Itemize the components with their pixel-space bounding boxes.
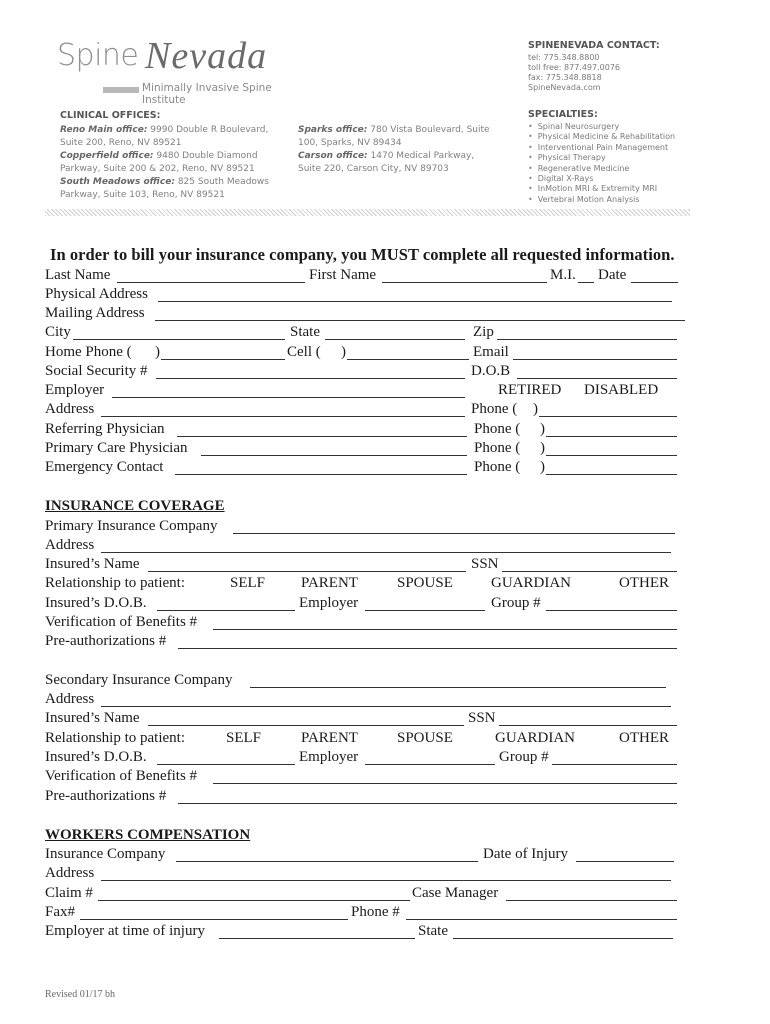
referring-phone-field[interactable] — [546, 436, 677, 437]
primary-care-phone-field[interactable] — [546, 455, 677, 456]
referring-phone-close: ) — [540, 421, 545, 437]
primary-care-label: Primary Care Physician — [45, 440, 188, 456]
secondary-group-label: Group # — [499, 749, 549, 765]
employer-address-field[interactable] — [101, 416, 465, 417]
billing-notice: In order to bill your insurance company, you MUST complete all requested information. — [50, 245, 675, 264]
workers-company-row — [45, 846, 685, 864]
workers-phone-field[interactable] — [406, 919, 677, 920]
reno-office-label: Reno Main office: — [60, 125, 148, 135]
revision-footer: Revised 01/17 bh — [45, 989, 115, 1000]
contact-tel: tel: 775.348.8800 — [528, 53, 600, 62]
primary-employer-field[interactable] — [365, 610, 485, 611]
date-label: Date — [598, 267, 627, 283]
southmeadows-office-label: South Meadows office: — [60, 177, 175, 187]
emergency-phone-field[interactable] — [546, 474, 677, 475]
secondary-parent-option[interactable]: PARENT — [301, 730, 358, 746]
city-label: City — [45, 324, 71, 340]
employer-address-row — [45, 401, 685, 419]
primary-care-field[interactable] — [201, 455, 467, 456]
workers-state-label: State — [418, 923, 448, 939]
primary-guardian-option[interactable]: GUARDIAN — [491, 575, 571, 591]
last-name-field[interactable] — [117, 282, 305, 283]
secondary-verification-row — [45, 768, 685, 786]
specialty-item: • Physical Therapy — [528, 153, 675, 163]
logo-tagline-bar — [103, 87, 139, 93]
primary-verification-label: Verification of Benefits # — [45, 614, 198, 630]
date-of-injury-label: Date of Injury — [483, 846, 568, 862]
logo-nevada-script: Nevada — [145, 35, 268, 77]
sparks-office-label: Sparks office: — [298, 125, 368, 135]
state-field[interactable] — [325, 339, 465, 340]
first-name-label: First Name — [309, 267, 377, 283]
workers-comp-heading: WORKERS COMPENSATION — [45, 827, 251, 843]
emergency-contact-field[interactable] — [175, 474, 467, 475]
secondary-group-field[interactable] — [552, 764, 677, 765]
specialty-item: • Vertebral Motion Analysis — [528, 195, 675, 205]
emergency-phone-label: Phone ( — [474, 459, 521, 475]
workers-fax-label: Fax# — [45, 904, 75, 920]
workers-address-row — [45, 865, 685, 883]
clinical-offices-title-block — [60, 110, 160, 123]
primary-self-option[interactable]: SELF — [230, 575, 266, 591]
cell-label: Cell ( — [287, 344, 321, 360]
header-divider — [45, 209, 690, 216]
workers-claim-row — [45, 885, 685, 903]
primary-other-option[interactable]: OTHER — [619, 575, 669, 591]
dob-field[interactable] — [517, 378, 677, 379]
first-name-field[interactable] — [382, 282, 547, 283]
secondary-company-field[interactable] — [250, 687, 666, 688]
secondary-verification-label: Verification of Benefits # — [45, 768, 198, 784]
primary-care-phone-close: ) — [540, 440, 545, 456]
contact-toll-free: toll free: 877.497.0076 — [528, 63, 621, 72]
carson-office-label: Carson office: — [298, 151, 368, 161]
employer-phone-close: ) — [533, 401, 538, 417]
insurance-coverage-heading: INSURANCE COVERAGE — [45, 498, 225, 514]
secondary-insured-name-label: Insured’s Name — [45, 710, 140, 726]
sparks-office-line2: 100, Sparks, NV 89434 — [298, 138, 402, 148]
secondary-other-option[interactable]: OTHER — [619, 730, 669, 746]
state-label: State — [290, 324, 320, 340]
logo-tagline: Minimally Invasive Spine Institute — [142, 82, 272, 106]
southmeadows-office-line1: 825 South Meadows — [174, 177, 269, 187]
primary-verification-field[interactable] — [213, 629, 677, 630]
workers-fax-field[interactable] — [80, 919, 348, 920]
mailing-address-label: Mailing Address — [45, 305, 145, 321]
physical-address-row — [45, 286, 685, 304]
copperfield-office-label: Copperfield office: — [60, 151, 154, 161]
employer-phone-label: Phone ( — [471, 401, 518, 417]
city-row — [45, 324, 685, 342]
secondary-spouse-option[interactable]: SPOUSE — [397, 730, 453, 746]
physical-address-field[interactable] — [158, 301, 672, 302]
employer-phone-field[interactable] — [539, 416, 677, 417]
secondary-insured-dob-field[interactable] — [157, 764, 295, 765]
contact-fax: fax: 775.348.8818 — [528, 73, 602, 82]
last-name-label: Last Name — [45, 267, 111, 283]
mailing-address-field[interactable] — [155, 320, 685, 321]
primary-parent-option[interactable]: PARENT — [301, 575, 358, 591]
primary-group-label: Group # — [491, 595, 541, 611]
email-label: Email — [473, 344, 509, 360]
primary-employer-label: Employer — [299, 595, 359, 611]
secondary-company-label: Secondary Insurance Company — [45, 672, 233, 688]
workers-company-field[interactable] — [176, 861, 478, 862]
specialty-item: • Spinal Neurosurgery — [528, 122, 675, 132]
secondary-dob-row — [45, 749, 685, 767]
primary-address-row — [45, 537, 685, 555]
employer-row — [45, 382, 685, 400]
mailing-address-row — [45, 305, 695, 323]
primary-company-field[interactable] — [233, 533, 675, 534]
primary-preauth-field[interactable] — [178, 648, 677, 649]
primary-address-label: Address — [45, 537, 95, 553]
ssn-label: Social Security # — [45, 363, 148, 379]
contact-title: SPINENEVADA CONTACT: — [528, 40, 660, 51]
secondary-preauth-row — [45, 788, 685, 806]
secondary-preauth-label: Pre-authorizations # — [45, 788, 167, 804]
referring-physician-field[interactable] — [177, 436, 467, 437]
specialty-item: • Physical Medicine & Rehabilitation — [528, 132, 675, 142]
retired-option[interactable]: RETIRED — [498, 382, 562, 398]
logo-spine-text: Spine — [57, 38, 139, 73]
claim-field[interactable] — [98, 900, 410, 901]
secondary-self-option[interactable]: SELF — [226, 730, 262, 746]
primary-group-field[interactable] — [546, 610, 677, 611]
referring-phone-label: Phone ( — [474, 421, 521, 437]
referring-physician-label: Referring Physician — [45, 421, 165, 437]
secondary-ssn-field[interactable] — [499, 725, 677, 726]
primary-preauth-label: Pre-authorizations # — [45, 633, 167, 649]
contact-block — [528, 40, 660, 93]
mi-label: M.I. — [550, 267, 576, 283]
secondary-company-row — [45, 672, 685, 690]
secondary-relationship-row — [45, 730, 685, 748]
zip-label: Zip — [473, 324, 494, 340]
primary-company-label: Primary Insurance Company — [45, 518, 218, 534]
disabled-option[interactable]: DISABLED — [584, 382, 659, 398]
clinical-offices-title: CLINICAL OFFICES: — [60, 110, 161, 121]
primary-preauth-row — [45, 633, 685, 651]
workers-address-label: Address — [45, 865, 95, 881]
primary-insured-row — [45, 556, 685, 574]
offices-column-right — [298, 124, 490, 176]
workers-company-label: Insurance Company — [45, 846, 166, 862]
copperfield-office-line2: Parkway, Suite 200 & 202, Reno, NV 89521 — [60, 164, 255, 174]
specialties-list — [528, 122, 675, 205]
workers-state-field[interactable] — [453, 938, 673, 939]
secondary-employer-label: Employer — [299, 749, 359, 765]
secondary-insured-dob-label: Insured’s D.O.B. — [45, 749, 147, 765]
sparks-office-line1: 780 Vista Boulevard, Suite — [367, 125, 490, 135]
emergency-row — [45, 459, 685, 477]
specialty-item: • Digital X-Rays — [528, 174, 675, 184]
primary-insured-name-field[interactable] — [148, 571, 466, 572]
primary-ssn-field[interactable] — [502, 571, 677, 572]
reno-office-line1: 9990 Double R Boulevard, — [147, 125, 269, 135]
physical-address-label: Physical Address — [45, 286, 148, 302]
employer-label: Employer — [45, 382, 105, 398]
case-manager-label: Case Manager — [412, 885, 499, 901]
dob-label: D.O.B — [471, 363, 511, 379]
offices-column-left — [60, 124, 269, 202]
emergency-contact-label: Emergency Contact — [45, 459, 164, 475]
email-field[interactable] — [513, 359, 677, 360]
name-row — [45, 267, 685, 285]
date-field[interactable] — [631, 282, 678, 283]
reno-office-line2: Suite 200, Reno, NV 89521 — [60, 138, 182, 148]
primary-company-row — [45, 518, 685, 536]
secondary-preauth-field[interactable] — [178, 803, 677, 804]
ssn-field[interactable] — [156, 378, 465, 379]
claim-label: Claim # — [45, 885, 93, 901]
carson-office-line2: Suite 220, Carson City, NV 89703 — [298, 164, 449, 174]
date-of-injury-field[interactable] — [576, 861, 674, 862]
secondary-insured-row — [45, 710, 685, 728]
secondary-address-field[interactable] — [101, 706, 671, 707]
home-phone-field[interactable] — [161, 359, 285, 360]
secondary-ssn-label: SSN — [468, 710, 496, 726]
secondary-address-row — [45, 691, 685, 709]
primary-care-row — [45, 440, 685, 458]
secondary-relationship-label: Relationship to patient: — [45, 730, 185, 746]
employer-address-label: Address — [45, 401, 95, 417]
primary-insured-dob-label: Insured’s D.O.B. — [45, 595, 147, 611]
home-phone-label: Home Phone ( — [45, 344, 132, 360]
primary-insured-name-label: Insured’s Name — [45, 556, 140, 572]
specialty-item: • Interventional Pain Management — [528, 143, 675, 153]
zip-field[interactable] — [497, 339, 677, 340]
referring-row — [45, 421, 685, 439]
workers-address-field[interactable] — [101, 880, 671, 881]
primary-relationship-label: Relationship to patient: — [45, 575, 185, 591]
specialties-block — [528, 109, 675, 205]
primary-address-field[interactable] — [101, 552, 671, 553]
phone-row — [45, 344, 685, 362]
secondary-address-label: Address — [45, 691, 95, 707]
workers-fax-row — [45, 904, 685, 922]
primary-care-phone-label: Phone ( — [474, 440, 521, 456]
cell-close: ) — [341, 344, 346, 360]
secondary-employer-field[interactable] — [365, 764, 495, 765]
specialty-item: • Regenerative Medicine — [528, 164, 675, 174]
primary-verification-row — [45, 614, 685, 632]
copperfield-office-line1: 9480 Double Diamond — [153, 151, 258, 161]
city-field[interactable] — [73, 339, 285, 340]
ssn-row — [45, 363, 685, 381]
workers-phone-label: Phone # — [351, 904, 400, 920]
primary-relationship-row — [45, 575, 685, 593]
contact-website: SpineNevada.com — [528, 83, 601, 92]
secondary-insured-name-field[interactable] — [148, 725, 464, 726]
home-phone-close: ) — [155, 344, 160, 360]
emergency-phone-close: ) — [540, 459, 545, 475]
mi-field[interactable] — [578, 282, 594, 283]
employer-field[interactable] — [112, 397, 465, 398]
primary-spouse-option[interactable]: SPOUSE — [397, 575, 453, 591]
primary-dob-row — [45, 595, 685, 613]
specialty-item: • InMotion MRI & Extremity MRI — [528, 184, 675, 194]
case-manager-field[interactable] — [506, 900, 677, 901]
spine-nevada-logo — [57, 35, 317, 106]
southmeadows-office-line2: Parkway, Suite 103, Reno, NV 89521 — [60, 190, 225, 200]
employer-at-injury-field[interactable] — [219, 938, 415, 939]
cell-field[interactable] — [347, 359, 469, 360]
primary-ssn-label: SSN — [471, 556, 499, 572]
workers-employer-row — [45, 923, 685, 941]
specialties-title: SPECIALTIES: — [528, 109, 598, 120]
secondary-verification-field[interactable] — [213, 783, 677, 784]
primary-insured-dob-field[interactable] — [157, 610, 295, 611]
employer-at-injury-label: Employer at time of injury — [45, 923, 205, 939]
secondary-guardian-option[interactable]: GUARDIAN — [495, 730, 575, 746]
carson-office-line1: 1470 Medical Parkway, — [367, 151, 475, 161]
